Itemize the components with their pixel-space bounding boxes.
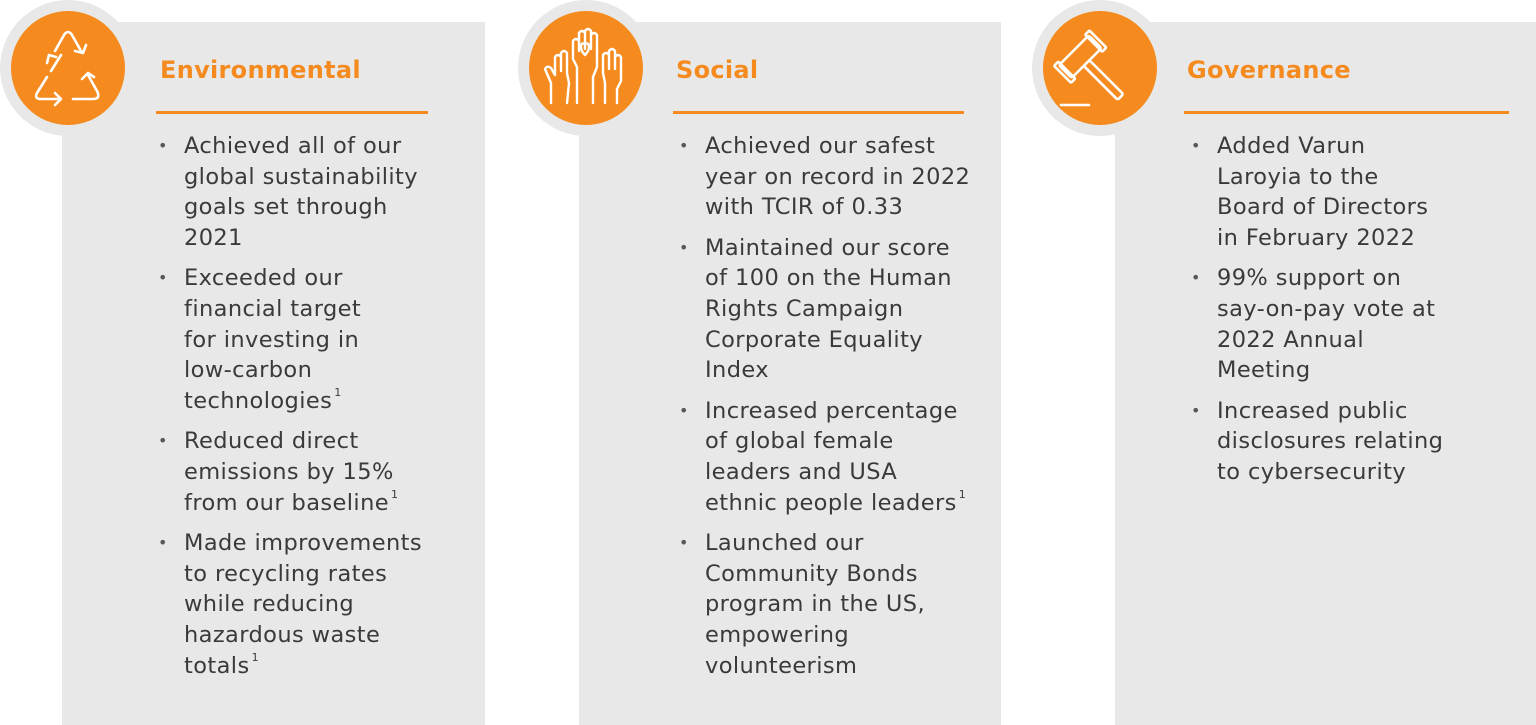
bullet-line: hazardous waste: [184, 621, 381, 648]
bullet-line: Increased percentage: [705, 397, 958, 424]
bullet-line: Community Bonds: [705, 560, 918, 587]
bullet-line: Maintained our score: [705, 234, 950, 261]
bullet-item: [156, 131, 456, 253]
bullet-dot: •: [158, 268, 168, 288]
environmental-heading: Environmental: [160, 56, 361, 84]
bullet-line: Meeting: [1217, 357, 1311, 384]
bullet-dot: •: [679, 237, 689, 257]
bullet-item: [1189, 263, 1489, 385]
bullet-item: [1189, 131, 1489, 253]
bullet-line: Corporate Equality: [705, 326, 924, 353]
bullet-line: goals set through: [184, 194, 388, 221]
bullet-line: global sustainability: [184, 163, 418, 190]
bullet-line: with TCIR of 0.33: [705, 194, 904, 221]
bullet-line: Laroyia to the: [1217, 163, 1379, 190]
footnote-marker: 1: [390, 488, 399, 502]
social-badge: [518, 0, 654, 136]
bullet-line: financial target: [184, 295, 362, 322]
bullet-line: while reducing: [184, 591, 355, 618]
bullet-dot: •: [679, 533, 689, 553]
bullet-dot: •: [158, 533, 168, 553]
governance-divider: [1184, 111, 1509, 114]
bullet-line: volunteerism: [705, 652, 858, 679]
bullet-dot: •: [1191, 136, 1201, 155]
bullet-line: [184, 386, 456, 417]
bullet-line: emissions by 15%: [184, 458, 394, 485]
bullet-line: to cybersecurity: [1217, 458, 1407, 485]
social-heading: Social: [676, 56, 759, 84]
bullet-line: in February 2022: [1217, 224, 1416, 251]
bullet-line: 2021: [184, 224, 243, 251]
bullet-line: Launched our: [705, 530, 864, 557]
governance-badge: [1032, 0, 1168, 136]
social-bullet-list: [677, 131, 997, 691]
bullet-line: 99% support on: [1217, 265, 1402, 292]
gavel-icon: [1043, 11, 1157, 125]
social-divider: [673, 111, 964, 114]
bullet-line: Index: [705, 357, 769, 384]
governance-bullet-list: [1189, 131, 1489, 498]
bullet-line: of global female: [705, 428, 894, 455]
bullet-dot: •: [679, 136, 689, 155]
bullet-line: Exceeded our: [184, 265, 343, 292]
raised-hands-icon: [529, 11, 643, 125]
recycle-icon: [11, 11, 125, 125]
bullet-line: [184, 488, 456, 519]
bullet-line: disclosures relating: [1217, 428, 1444, 455]
bullet-line: Reduced direct: [184, 428, 359, 455]
bullet-line: for investing in: [184, 326, 360, 353]
bullet-line: Added Varun: [1217, 133, 1366, 159]
bullet-line: say-on-pay vote at: [1217, 295, 1436, 322]
bullet-line: [705, 488, 997, 519]
bullet-line: year on record in 2022: [705, 163, 971, 190]
bullet-dot: •: [158, 136, 168, 155]
bullet-line: leaders and USA: [705, 458, 898, 485]
bullet-line: [184, 651, 456, 682]
bullet-line: Achieved our safest: [705, 133, 936, 159]
bullet-line: empowering: [705, 621, 850, 648]
bullet-line: Board of Directors: [1217, 194, 1429, 221]
bullet-item: [677, 233, 997, 386]
bullet-line: to recycling rates: [184, 560, 388, 587]
bullet-item: [677, 131, 997, 223]
bullet-item: [677, 396, 997, 518]
environmental-divider: [156, 111, 428, 114]
bullet-line: Increased public: [1217, 397, 1408, 424]
bullet-line-text: from our baseline: [184, 489, 389, 516]
bullet-item: [1189, 396, 1489, 488]
bullet-item: [677, 528, 997, 681]
bullet-line: 2022 Annual: [1217, 326, 1365, 353]
bullet-item: [156, 426, 456, 518]
footnote-marker: 1: [334, 386, 342, 400]
bullet-line: of 100 on the Human: [705, 265, 952, 292]
bullet-dot: •: [679, 400, 689, 420]
bullet-line: program in the US,: [705, 591, 926, 618]
bullet-line: Achieved all of our: [184, 133, 402, 159]
bullet-dot: •: [1191, 400, 1201, 420]
governance-heading: Governance: [1187, 56, 1351, 84]
environmental-bullet-list: [156, 131, 456, 691]
footnote-marker: 1: [251, 651, 259, 664]
footnote-marker: 1: [958, 488, 967, 502]
bullet-line: low-carbon: [184, 357, 313, 384]
bullet-line-text: totals: [184, 652, 250, 679]
bullet-dot: •: [158, 431, 168, 451]
bullet-line: Made improvements: [184, 530, 422, 557]
bullet-dot: •: [1191, 268, 1201, 288]
bullet-line-text: technologies: [184, 387, 333, 414]
bullet-line-text: ethnic people leaders: [705, 489, 957, 516]
environmental-badge: [0, 0, 136, 136]
bullet-item: [156, 528, 456, 681]
bullet-line: Rights Campaign: [705, 295, 904, 322]
bullet-item: [156, 263, 456, 416]
